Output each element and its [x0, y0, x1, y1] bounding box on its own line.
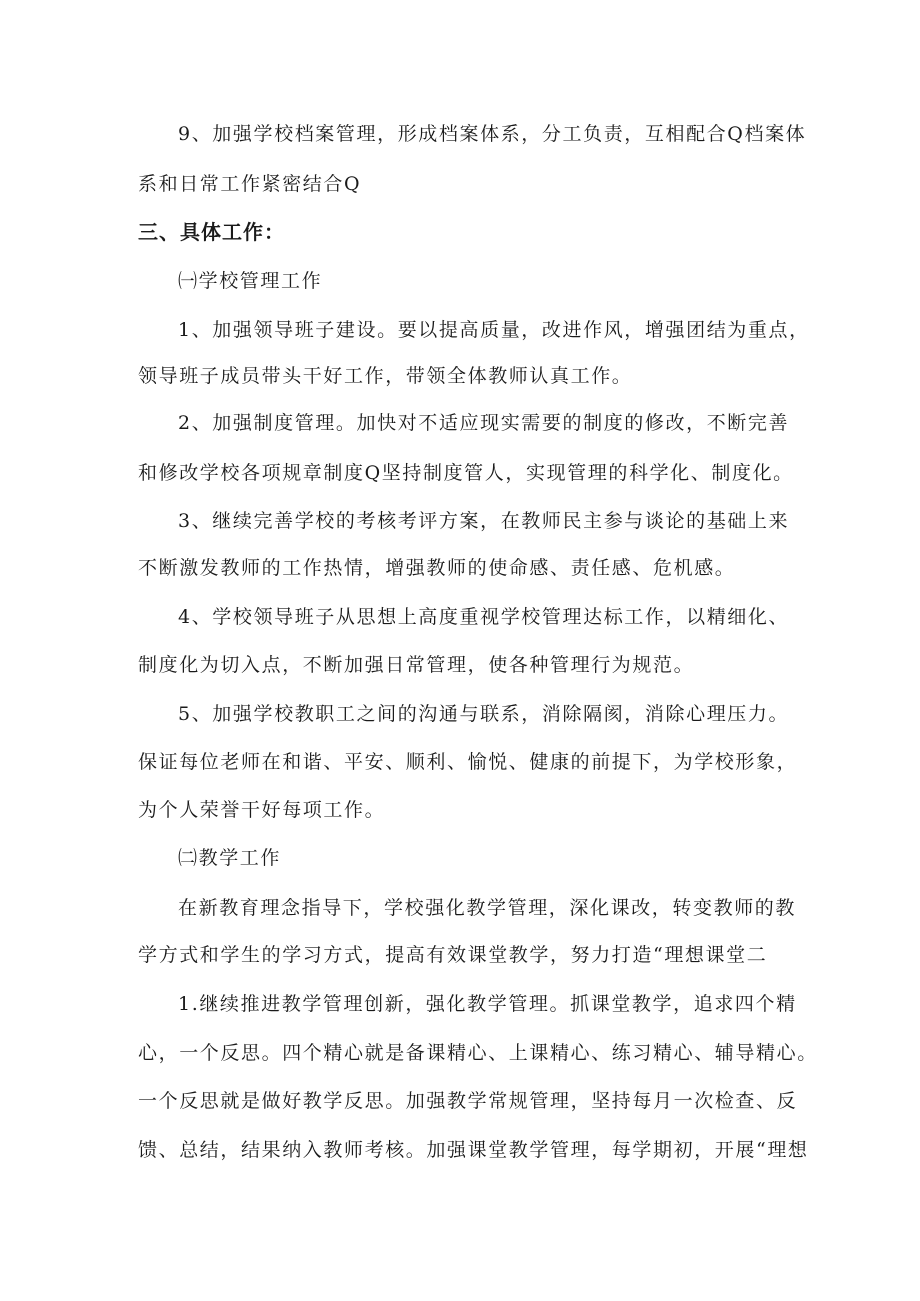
- teaching-item-1-line-4: 馈、总结，结果纳入教师考核。加强课堂教学管理，每学期初，开展“理想: [138, 1139, 809, 1161]
- subsection-heading-teaching: ㈡教学工作: [178, 847, 282, 869]
- subsection-heading-school-management: ㈠学校管理工作: [178, 270, 323, 292]
- section-heading: 三、具体工作：: [138, 220, 285, 244]
- item-2-line-1: 2、加强制度管理。加快对不适应现实需要的制度的修改，不断完善: [178, 412, 790, 434]
- item-5-line-2: 保证每位老师在和谐、平安、顺利、愉悦、健康的前提下，为学校形象，: [138, 751, 798, 773]
- item-1-line-2: 领导班子成员带头干好工作，带领全体教师认真工作。: [138, 365, 633, 387]
- teaching-item-1-line-3: 一个反思就是做好教学反思。加强教学常规管理，坚持每月一次检查、反: [138, 1090, 798, 1112]
- item-1-line-1: 1、加强领导班子建设。要以提高质量，改进作风，增强团结为重点，: [178, 319, 810, 341]
- paragraph-9-line-2: 系和日常工作紧密结合Q: [138, 173, 362, 195]
- item-3-line-2: 不断激发教师的工作热情，增强教师的使命感、责任感、危机感。: [138, 557, 736, 579]
- paragraph-9-line-1: 9、加强学校档案管理，形成档案体系，分工负责，互相配合Q档案体: [178, 123, 807, 145]
- teaching-intro-line-1: 在新教育理念指导下，学校强化教学管理，深化课改，转变教师的教: [178, 897, 797, 919]
- item-4-line-1: 4、学校领导班子从思想上高度重视学校管理达标工作，以精细化、: [178, 606, 790, 628]
- teaching-item-1-line-2: 心，一个反思。四个精心就是备课精心、上课精心、练习精心、辅导精心。: [138, 1042, 818, 1064]
- item-4-line-2: 制度化为切入点，不断加强日常管理，使各种管理行为规范。: [138, 654, 695, 676]
- teaching-item-1-line-1: 1.继续推进教学管理创新，强化教学管理。抓课堂教学，追求四个精: [178, 993, 797, 1015]
- item-5-line-3: 为个人荣誉干好每项工作。: [138, 799, 386, 821]
- item-2-line-2: 和修改学校各项规章制度Q坚持制度管人，实现管理的科学化、制度化。: [138, 462, 794, 484]
- teaching-intro-line-2: 学方式和学生的学习方式，提高有效课堂教学，努力打造“理想课堂二: [138, 944, 768, 966]
- item-3-line-1: 3、继续完善学校的考核考评方案，在教师民主参与谈论的基础上来: [178, 510, 790, 532]
- item-5-line-1: 5、加强学校教职工之间的沟通与联系，消除隔阂，消除心理压力。: [178, 703, 790, 725]
